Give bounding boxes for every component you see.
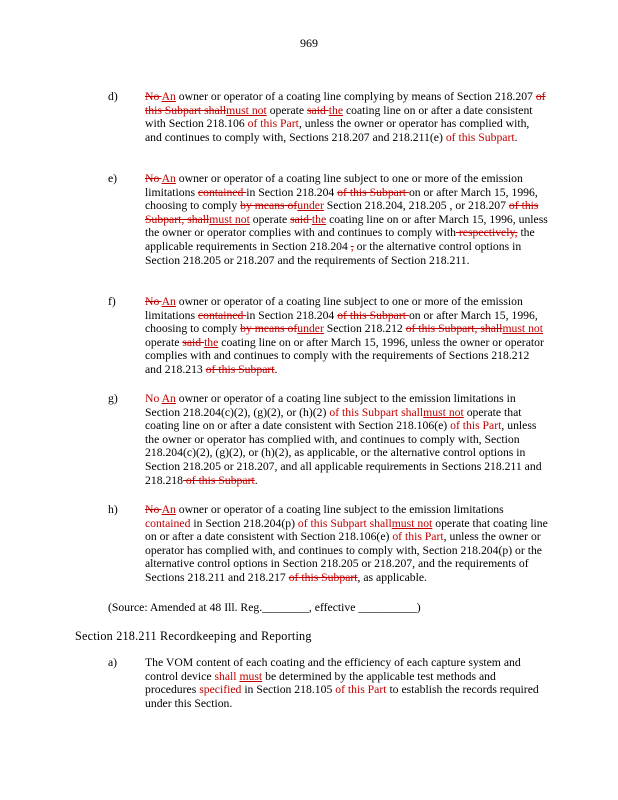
amended-text: shall bbox=[214, 669, 240, 683]
text-run: be determined by the applicable test methods and procedures bbox=[145, 669, 496, 697]
deleted-text: said bbox=[307, 103, 329, 117]
text-run: coating line on or after a date consistent with Section 218.106 bbox=[145, 103, 533, 131]
deleted-text: of this Subpart, shall bbox=[145, 199, 539, 226]
deleted-text: shall bbox=[204, 103, 227, 117]
text-run: in Section 218.204 bbox=[246, 185, 338, 199]
page-number: 969 bbox=[300, 36, 318, 50]
paragraph-text bbox=[145, 656, 548, 710]
deleted-text: respectively, bbox=[455, 226, 518, 240]
paragraph-a bbox=[108, 656, 548, 710]
text-run: coating line on or after March 15, 1996, unless the owner or operator complies with and continues to comply with bbox=[145, 212, 548, 240]
inserted-text: must not bbox=[502, 322, 544, 336]
deleted-text: No bbox=[145, 503, 162, 516]
text-run: in Section 218.204(p) bbox=[190, 516, 298, 530]
deleted-text: of this Subpart bbox=[182, 473, 255, 487]
text-run: owner or operator of a coating line complying by means of Section 218.207 bbox=[175, 90, 536, 103]
text-run: on or after March 15, 1996, choosing to comply bbox=[145, 308, 538, 336]
text-run: . bbox=[274, 362, 278, 376]
deleted-text: No bbox=[145, 295, 162, 308]
inserted-text: An bbox=[161, 172, 176, 185]
paragraph-text bbox=[145, 392, 548, 487]
text-run: in Section 218.204 bbox=[246, 308, 338, 322]
deleted-text: by means of bbox=[240, 199, 298, 213]
deleted-text: No bbox=[145, 172, 162, 185]
inserted-text: must not bbox=[226, 103, 267, 117]
deleted-text: of this Subpart bbox=[145, 90, 546, 117]
text-run: owner or operator of a coating line subject to one or more of the emission limitations bbox=[145, 172, 523, 199]
deleted-text: of this Subpart bbox=[337, 185, 409, 199]
paragraph-label: e) bbox=[108, 172, 118, 185]
inserted-text: must not bbox=[209, 212, 250, 226]
text-run: . bbox=[254, 473, 258, 487]
deleted-text: said bbox=[290, 212, 312, 226]
deleted-text: of this Subpart bbox=[288, 570, 358, 584]
paragraph-label: g) bbox=[108, 392, 118, 405]
source-note: (Source: Amended at 48 Ill. Reg.________, effective __________) bbox=[108, 601, 421, 614]
inserted-text: An bbox=[161, 295, 176, 308]
text-run: Section 218.212 bbox=[323, 322, 406, 336]
amended-text: of this Subpart shall bbox=[329, 405, 424, 419]
text-run: operate that coating line on or after a date consistent with Section 218.106(e) bbox=[145, 516, 548, 544]
paragraph-text bbox=[145, 90, 548, 144]
text-run: coating line on or after March 15, 1996, unless the owner or operator complies with and continues to comply with the requirements of Sections 218.212 and 218.213 bbox=[145, 335, 544, 376]
deleted-text: , bbox=[350, 239, 354, 253]
inserted-text: An bbox=[161, 392, 176, 405]
inserted-text: An bbox=[161, 90, 176, 103]
text-run: on or after March 15, 1996, choosing to comply bbox=[145, 185, 538, 213]
paragraph-text bbox=[145, 503, 548, 585]
paragraph-label: a) bbox=[108, 656, 118, 669]
amended-text: of this Part bbox=[247, 117, 299, 131]
amended-text: of this Part bbox=[450, 419, 502, 433]
inserted-text: the bbox=[204, 335, 219, 349]
inserted-text: must not bbox=[423, 405, 464, 419]
deleted-text: said bbox=[182, 335, 205, 349]
text-run: owner or operator of a coating line subject to the emission limitations in Section 218.204(c)(2), (g)(2), or (h)(2) bbox=[145, 392, 516, 419]
deleted-text: contained bbox=[197, 185, 247, 199]
text-run: operate bbox=[249, 212, 291, 226]
inserted-text: An bbox=[161, 503, 176, 516]
deleted-text: by means of bbox=[240, 322, 298, 336]
inserted-text: must not bbox=[391, 516, 433, 530]
text-run: in Section 218.105 bbox=[241, 683, 336, 697]
paragraph-text bbox=[145, 172, 548, 267]
text-run: or the alternative control options in Section 218.205 or 218.207 and the requirements of Section 218.211. bbox=[145, 239, 522, 267]
amended-text: contained bbox=[145, 516, 191, 530]
amended-text: of this Part bbox=[392, 530, 444, 544]
paragraph-d bbox=[108, 90, 548, 144]
amended-text: of this Subpart shall bbox=[297, 516, 392, 530]
section-heading: Section 218.211 Recordkeeping and Reporting bbox=[75, 629, 312, 643]
paragraph-text bbox=[145, 295, 548, 377]
amended-text: of this Part bbox=[335, 683, 387, 697]
paragraph-label: h) bbox=[108, 503, 118, 516]
deleted-text: of this Subpart bbox=[205, 362, 275, 376]
inserted-text: the bbox=[311, 212, 327, 226]
inserted-text: the bbox=[328, 103, 344, 117]
text-run: operate bbox=[145, 335, 183, 349]
text-run: to establish the records required under this Section. bbox=[145, 683, 539, 710]
text-run: , unless the owner or operator has complied with, and continues to comply with, Sections 218.207 and 218.211(e) bbox=[145, 117, 530, 144]
paragraph-e bbox=[108, 172, 548, 267]
paragraph-label: d) bbox=[108, 90, 118, 103]
inserted-text: must bbox=[239, 669, 263, 683]
amended-text: of this Subpart bbox=[445, 130, 515, 144]
paragraph-g bbox=[108, 392, 548, 487]
text-run: , unless the owner or operator has complied with, and continues to comply with, Section 218.204(c)(2), (g)(2), or (h)(2), as applicable, or the alternative control options in Section 218.205 or 218.207, and all applicable requirements in Sections 218.211 and 218.218 bbox=[145, 419, 542, 487]
deleted-text: of this Subpart bbox=[337, 308, 409, 322]
text-run: The VOM content of each coating and the efficiency of each capture system and control device bbox=[145, 656, 521, 683]
deleted-text: No bbox=[145, 90, 162, 103]
paragraph-f bbox=[108, 295, 548, 377]
text-run: owner or operator of a coating line subject to one or more of the emission limitations bbox=[145, 295, 523, 322]
text-run: owner or operator of a coating line subject to the emission limitations bbox=[175, 503, 504, 516]
text-run: . bbox=[514, 130, 518, 144]
paragraph-label: f) bbox=[108, 295, 116, 308]
amended-text: specified bbox=[199, 683, 242, 697]
deleted-text: of this Subpart, shall bbox=[405, 322, 503, 336]
text-run: operate bbox=[266, 103, 307, 117]
inserted-text: under bbox=[297, 199, 324, 213]
amended-text: No bbox=[145, 392, 162, 405]
text-run: , unless the owner or operator has complied with, and continues to comply with, Section 218.204(p) or the alternative control options in Section 218.205 or 218.207, and the requirements of Sections 218.211 and 218.217 bbox=[145, 530, 542, 584]
text-run: Section 218.204, 218.205 , or 218.207 bbox=[323, 199, 509, 213]
text-run: , as applicable. bbox=[357, 570, 427, 584]
deleted-text: contained bbox=[197, 308, 247, 322]
inserted-text: under bbox=[297, 322, 324, 336]
text-run: operate that coating line on or after a date consistent with Section 218.106(e) bbox=[145, 405, 522, 433]
text-run: the applicable requirements in Section 218.204 bbox=[145, 226, 535, 253]
paragraph-h bbox=[108, 503, 548, 585]
